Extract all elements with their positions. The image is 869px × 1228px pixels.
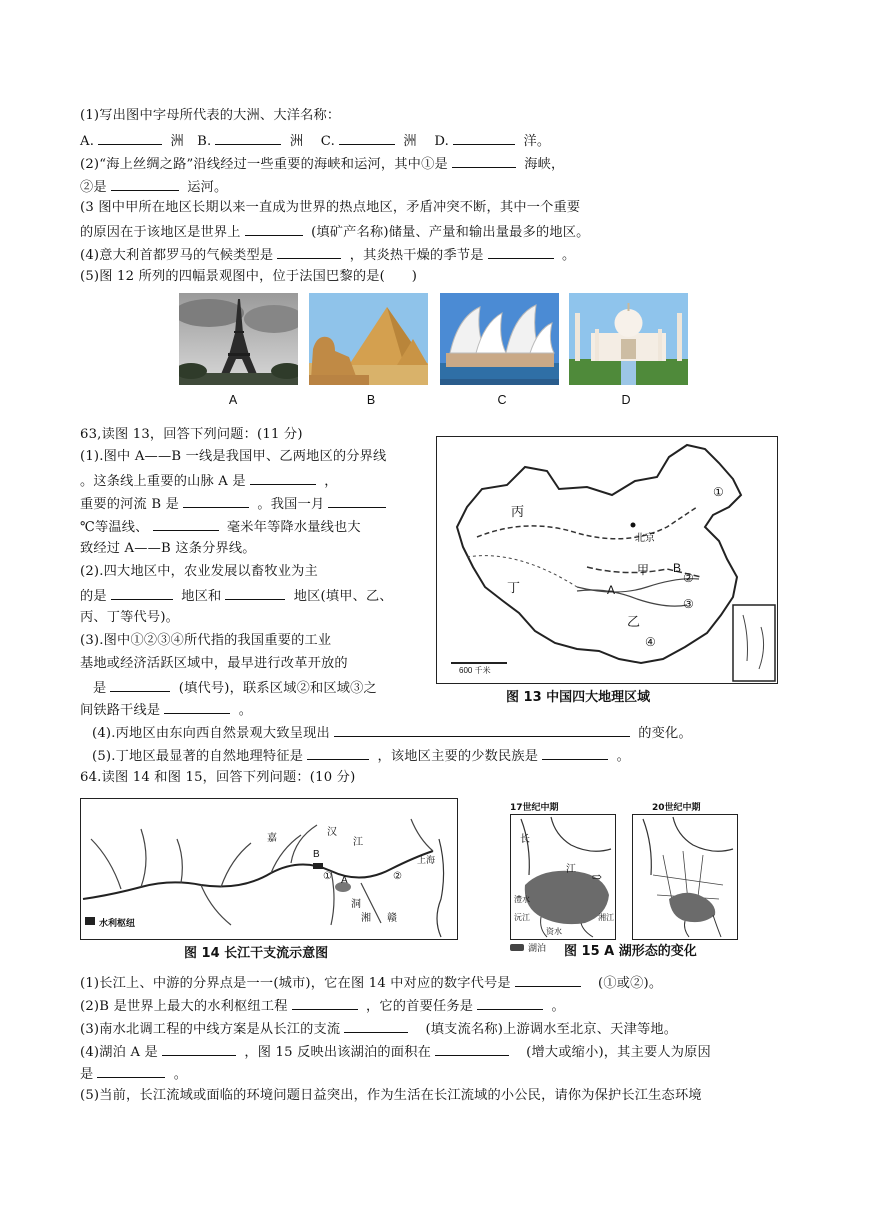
label-d: D. xyxy=(434,134,450,149)
q63-l1: (1).图中 A——B 一线是我国甲、乙两地区的分界线 xyxy=(80,449,387,464)
blank-river[interactable] xyxy=(183,494,249,508)
map13-label-ding: 丁 xyxy=(507,581,521,596)
blank-ethnic[interactable] xyxy=(542,746,608,760)
map15-panel2 xyxy=(632,814,738,940)
q63-l2-text: 。这条线上重要的山脉 A 是 xyxy=(80,474,246,489)
map-15-lake-change xyxy=(506,800,746,960)
q63-l13-tail: 的变化。 xyxy=(638,726,692,741)
blank-season[interactable] xyxy=(488,245,554,259)
q63-l12-text: 间铁路干线是 xyxy=(80,703,161,718)
unit-d: 洋。 xyxy=(523,134,551,149)
map14-label-2: ② xyxy=(393,871,402,882)
map13-label-jia: 甲 xyxy=(637,563,650,577)
map14-caption: 图 14 长江干支流示意图 xyxy=(184,946,329,961)
map13-label-bing: 丙 xyxy=(511,505,525,520)
prev-q2-canal xyxy=(80,177,227,197)
prev-q3: (3 图中甲所在地区长期以来一直成为世界的热点地区，矛盾冲突不断，其中一个重要 xyxy=(80,200,581,215)
prev-q4-text: (4)意大利首都罗马的气候类型是 xyxy=(80,248,274,263)
map14-label-gan: 赣 xyxy=(387,913,397,924)
prev-q4-mid: ，其炎热干燥的季节是 xyxy=(349,248,484,263)
prev-q1: (1)写出图中字母所代表的大洲、大洋名称： xyxy=(80,108,341,123)
map15-label-lishui: 澧水 xyxy=(514,895,530,904)
q63-l6: (2).四大地区中，农业发展以畜牧业为主 xyxy=(80,564,318,579)
blank-reason[interactable] xyxy=(97,1064,165,1078)
prev-q3-cont xyxy=(80,222,590,242)
map15-label-jiang: 江 xyxy=(566,864,576,875)
map13-label-4: ④ xyxy=(645,635,656,649)
photo-sydney-opera-house xyxy=(440,293,559,385)
q63-title: 63,读图 13，回答下列问题：(11 分) xyxy=(80,427,303,442)
q64-l1-tail: (①或②)。 xyxy=(597,976,663,991)
q64-l4-text: (4)湖泊 A 是 xyxy=(80,1045,158,1060)
q63-l9: (3).图中①②③④所代指的我国重要的工业 xyxy=(80,633,332,648)
q64-l5 xyxy=(80,1064,187,1084)
blank-city-code[interactable] xyxy=(515,973,581,987)
map15-panel2-title: 20世纪中期 xyxy=(652,803,701,813)
prev-q2-canal-unit: 运河。 xyxy=(187,180,228,195)
blank-task[interactable] xyxy=(477,996,543,1010)
photo-label-d: D xyxy=(621,393,631,407)
photo-eiffel-tower xyxy=(179,293,298,385)
map13-caption: 图 13 中国四大地理区域 xyxy=(506,690,651,705)
q63-l7 xyxy=(80,586,393,606)
photo-label-b: B xyxy=(366,393,376,407)
q64-l2-mid: ，它的首要任务是 xyxy=(366,999,474,1014)
q63-l11-text: 是 xyxy=(93,681,107,696)
q63-l2 xyxy=(80,471,338,491)
map-13-frame xyxy=(436,436,778,684)
q64-l4 xyxy=(80,1042,711,1062)
blank-precip[interactable] xyxy=(153,517,219,531)
q63-l14-text: (5).丁地区最显著的自然地理特征是 xyxy=(92,749,304,764)
map15-label-zishui: 资水 xyxy=(546,927,562,936)
q64-l1-text: (1)长江上、中游的分界点是一一(城市)，它在图 14 中对应的数字代号是 xyxy=(80,976,511,991)
q63-l4-tail: 毫米年等降水量线也大 xyxy=(226,520,361,535)
arrow-icon: ⇨ xyxy=(592,870,603,884)
map15-label-chang: 长 xyxy=(520,834,530,845)
q64-l5-end: 。 xyxy=(173,1067,188,1082)
label-b: B. xyxy=(197,134,212,149)
map15-label-yuanjiang: 沅江 xyxy=(514,913,530,922)
blank-lake[interactable] xyxy=(162,1042,236,1056)
q63-l13 xyxy=(92,723,692,743)
map13-scale: 600 千米 xyxy=(459,666,491,675)
q64-l4-tail: (增大或缩小)，其主要人为原因 xyxy=(526,1045,711,1060)
prev-q2-canal-text: ②是 xyxy=(80,180,107,195)
map-13-china-regions xyxy=(436,436,780,706)
map15-legend-swatch xyxy=(510,944,524,951)
photo-label-c: C xyxy=(497,393,507,407)
q63-l10: 基地或经济活跃区域中，最早进行改革开放的 xyxy=(80,656,348,671)
q64-l1 xyxy=(80,973,662,993)
blank-canal[interactable] xyxy=(111,177,179,191)
prev-q2-unit: 海峡， xyxy=(524,157,565,172)
blank-c[interactable] xyxy=(339,131,395,145)
q63-l4 xyxy=(80,517,361,537)
q64-l3-tail: (填支流名称)上游调水至北京、天津等地。 xyxy=(425,1022,678,1037)
q64-l3-text: (3)南水北调工程的中线方案是从长江的支流 xyxy=(80,1022,341,1037)
map14-label-xiang: 湘 xyxy=(361,913,371,924)
q63-l14-end: 。 xyxy=(616,749,630,764)
photo-pyramids-sphinx xyxy=(309,293,428,385)
map13-label-b: B xyxy=(673,561,682,575)
map14-label-1: ① xyxy=(323,871,332,882)
q64-l2-end: 。 xyxy=(551,999,565,1014)
map13-label-2: ② xyxy=(683,571,694,585)
q63-l5: 致经过 A——B 这条分界线。 xyxy=(80,541,256,556)
photo-label-a: A xyxy=(228,393,238,407)
map14-label-jia: 嘉 xyxy=(267,833,277,844)
map13-label-3: ③ xyxy=(683,597,694,611)
prev-q4-end: 。 xyxy=(562,248,576,263)
map14-label-a: A xyxy=(341,875,348,886)
blank-strait[interactable] xyxy=(452,154,516,168)
map13-label-a: A xyxy=(607,583,616,597)
blank-b[interactable] xyxy=(215,131,281,145)
prev-q2-text: (2)“海上丝绸之路”沿线经过一些重要的海峡和运河，其中①是 xyxy=(80,157,448,172)
q64-l5-text: 是 xyxy=(80,1067,94,1082)
q63-l3 xyxy=(80,494,390,514)
map15-legend: 湖泊 xyxy=(528,944,547,954)
map14-label-shanghai: 上海 xyxy=(417,856,436,866)
map13-label-1: ① xyxy=(713,485,724,499)
map15-panel1-title: 17世纪中期 xyxy=(510,803,559,813)
blank-mineral[interactable] xyxy=(245,222,303,236)
blank-isotherm[interactable] xyxy=(328,494,386,508)
map14-label-b: B xyxy=(313,849,320,860)
q63-l13-text: (4).丙地区由东向西自然景观大致呈现出 xyxy=(92,726,330,741)
q64-title: 64.读图 14 和图 15，回答下列问题：(10 分) xyxy=(80,770,356,785)
map15-caption: 图 15 A 湖形态的变化 xyxy=(564,944,697,959)
q64-l2 xyxy=(80,996,565,1016)
blank-mountain[interactable] xyxy=(250,471,316,485)
q63-l7-mid: 地区和 xyxy=(181,589,222,604)
blank-tributary[interactable] xyxy=(344,1019,408,1033)
q63-l3-text: 重要的河流 B 是 xyxy=(80,497,179,512)
prev-q5: (5)图 12 所列的四幅景观图中，位于法国巴黎的是( ) xyxy=(80,269,418,284)
q63-l7-text: 的是 xyxy=(80,589,107,604)
blank-region2[interactable] xyxy=(225,586,285,600)
q63-l11-tail: (填代号)，联系区域②和区域③之 xyxy=(178,681,377,696)
label-c: C. xyxy=(320,134,335,149)
blank-landscape[interactable] xyxy=(334,723,630,737)
unit-b: 洲 xyxy=(289,134,304,149)
label-a: A. xyxy=(80,134,95,149)
map-14-frame xyxy=(80,798,458,940)
unit-a: 洲 xyxy=(170,134,184,149)
prev-q2 xyxy=(80,154,564,174)
prev-q4 xyxy=(80,245,575,265)
blank-area[interactable] xyxy=(435,1042,509,1056)
map14-label-dong: 洞 xyxy=(351,899,361,910)
blank-d[interactable] xyxy=(453,131,515,145)
prev-q3-text: 的原因在于该地区是世界上 xyxy=(80,225,241,240)
blank-feature[interactable] xyxy=(307,746,369,760)
q63-l12-end: 。 xyxy=(238,703,253,718)
map13-label-yi: 乙 xyxy=(627,615,641,630)
q63-l2-end: ， xyxy=(324,474,338,489)
map14-label-han: 汉 xyxy=(327,827,337,838)
blank-code[interactable] xyxy=(110,678,170,692)
map14-legend: 水利枢纽 xyxy=(99,919,136,929)
blank-project[interactable] xyxy=(292,996,358,1010)
q63-l11 xyxy=(93,678,377,698)
unit-c: 洲 xyxy=(403,134,417,149)
blank-region1[interactable] xyxy=(111,586,173,600)
map14-label-jiang: 江 xyxy=(353,837,363,848)
blank-railway[interactable] xyxy=(164,700,230,714)
q63-l3-tail: 。我国一月 xyxy=(257,497,325,512)
q63-l4-text: ℃等温线、 xyxy=(80,520,149,535)
q64-l2-text: (2)B 是世界上最大的水利枢纽工程 xyxy=(80,999,288,1014)
prev-q1-blanks xyxy=(80,131,550,151)
prev-q3-tail: (填矿产名称)储量、产量和输出量最多的地区。 xyxy=(311,225,590,240)
q64-l6: (5)当前，长江流域或面临的环境问题日益突出，作为生活在长江流域的小公民，请你为保护长江生态环境 xyxy=(80,1088,702,1103)
q63-l8: 丙、丁等代号)。 xyxy=(80,610,180,625)
map13-label-beijing: 北京 xyxy=(635,533,655,544)
map-14-yangtze xyxy=(80,798,460,960)
blank-a[interactable] xyxy=(98,131,162,145)
q63-l14 xyxy=(92,746,630,766)
q64-l3 xyxy=(80,1019,677,1039)
blank-climate[interactable] xyxy=(277,245,341,259)
q64-l4-mid: ，图 15 反映出该湖泊的面积在 xyxy=(244,1045,431,1060)
photo-taj-mahal xyxy=(569,293,688,385)
q63-l7-tail: 地区(填甲、乙、 xyxy=(293,589,393,604)
q63-l12 xyxy=(80,700,252,720)
q63-l14-mid: ，该地区主要的少数民族是 xyxy=(377,749,539,764)
map15-label-xiangjiang: 湘江 xyxy=(598,913,614,922)
